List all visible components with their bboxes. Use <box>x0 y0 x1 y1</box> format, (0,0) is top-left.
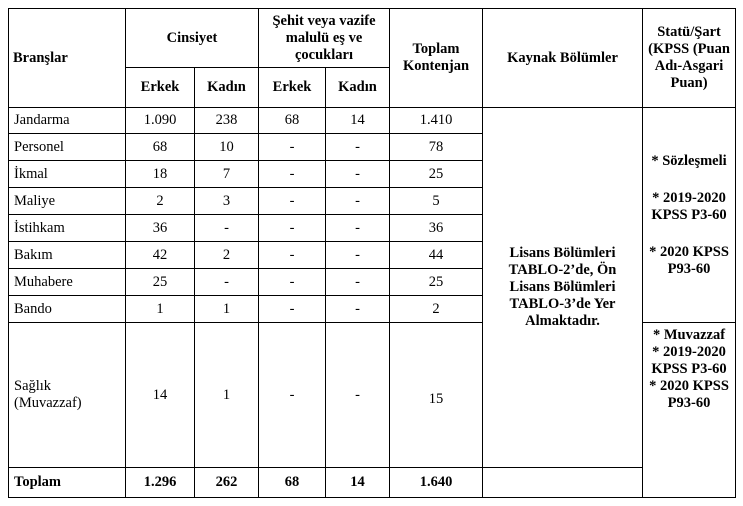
male-count: 2 <box>126 188 195 215</box>
header-martyr: Şehit veya vazife malulü eş ve çocukları <box>259 9 390 68</box>
header-source-departments: Kaynak Bölümler <box>483 9 643 108</box>
male-count: 1.090 <box>126 108 195 134</box>
table-row <box>9 108 736 134</box>
martyr-female-count: - <box>326 296 390 323</box>
female-count: 7 <box>195 161 259 188</box>
header-total-quota: Toplam Kontenjan <box>390 9 483 108</box>
martyr-female-count: - <box>326 323 390 468</box>
branch-name: Sağlık (Muvazzaf) <box>9 323 126 468</box>
source-departments-cell: Lisans Bölümleri TABLO-2’de, Ön Lisans Bölümleri TABLO-3’de Yer Almaktadır. <box>483 108 643 468</box>
male-count: 36 <box>126 215 195 242</box>
male-count: 42 <box>126 242 195 269</box>
header-gender: Cinsiyet <box>126 9 259 68</box>
martyr-male-count: - <box>259 215 326 242</box>
martyr-female-count: - <box>326 215 390 242</box>
martyr-male-count: - <box>259 242 326 269</box>
martyr-male-count: - <box>259 134 326 161</box>
branch-name: Jandarma <box>9 108 126 134</box>
status-regular: * Muvazzaf <box>652 327 726 343</box>
total-martyr-female: 14 <box>326 468 390 498</box>
female-count: 1 <box>195 323 259 468</box>
male-count: 1 <box>126 296 195 323</box>
header-martyr-female: Kadın <box>326 68 390 108</box>
total-count: 2 <box>390 296 483 323</box>
branch-name: Personel <box>9 134 126 161</box>
total-quota: 1.640 <box>390 468 483 498</box>
status-contract-kpss-1: * 2019-2020 KPSS P3-60 <box>651 189 727 223</box>
martyr-female-count: - <box>326 161 390 188</box>
martyr-female-count: - <box>326 242 390 269</box>
total-count: 25 <box>390 161 483 188</box>
male-count: 18 <box>126 161 195 188</box>
martyr-male-count: - <box>259 323 326 468</box>
total-count: 5 <box>390 188 483 215</box>
branch-name: Maliye <box>9 188 126 215</box>
total-count: 78 <box>390 134 483 161</box>
male-count: 14 <box>126 323 195 468</box>
martyr-male-count: - <box>259 188 326 215</box>
martyr-male-count: - <box>259 296 326 323</box>
female-count: 2 <box>195 242 259 269</box>
status-regular-cell <box>643 323 736 498</box>
total-count: 36 <box>390 215 483 242</box>
header-gender-female: Kadın <box>195 68 259 108</box>
martyr-female-count: - <box>326 188 390 215</box>
total-label: Toplam <box>9 468 126 498</box>
female-count: 10 <box>195 134 259 161</box>
quota-table-container <box>8 8 736 498</box>
status-regular-kpss-1: * 2019-2020 KPSS P3-60 <box>651 344 727 377</box>
status-contract-kpss-2: * 2020 KPSS P93-60 <box>649 243 729 277</box>
martyr-male-count: - <box>259 161 326 188</box>
branch-name: Bakım <box>9 242 126 269</box>
male-count: 68 <box>126 134 195 161</box>
branch-name: İstihkam <box>9 215 126 242</box>
martyr-female-count: 14 <box>326 108 390 134</box>
status-contract-cell <box>643 108 736 323</box>
header-branches: Branşlar <box>9 9 126 108</box>
header-status: Statü/Şart (KPSS (Puan Adı-Asgari Puan) <box>643 9 736 108</box>
total-count: 15 <box>390 323 483 468</box>
status-regular-kpss-2: * 2020 KPSS P93-60 <box>649 378 729 411</box>
branch-name: Bando <box>9 296 126 323</box>
branch-name: İkmal <box>9 161 126 188</box>
header-gender-male: Erkek <box>126 68 195 108</box>
total-male: 1.296 <box>126 468 195 498</box>
total-source-empty <box>483 468 643 498</box>
total-martyr-male: 68 <box>259 468 326 498</box>
total-count: 44 <box>390 242 483 269</box>
total-count: 1.410 <box>390 108 483 134</box>
female-count: 1 <box>195 296 259 323</box>
martyr-female-count: - <box>326 269 390 296</box>
header-martyr-male: Erkek <box>259 68 326 108</box>
female-count: 238 <box>195 108 259 134</box>
total-female: 262 <box>195 468 259 498</box>
female-count: - <box>195 269 259 296</box>
male-count: 25 <box>126 269 195 296</box>
female-count: 3 <box>195 188 259 215</box>
total-row <box>9 468 736 498</box>
martyr-male-count: 68 <box>259 108 326 134</box>
header-row-1 <box>9 9 736 68</box>
status-contract: * Sözleşmeli <box>651 152 727 169</box>
martyr-male-count: - <box>259 269 326 296</box>
martyr-female-count: - <box>326 134 390 161</box>
quota-table <box>8 8 736 498</box>
branch-name: Muhabere <box>9 269 126 296</box>
female-count: - <box>195 215 259 242</box>
total-count: 25 <box>390 269 483 296</box>
